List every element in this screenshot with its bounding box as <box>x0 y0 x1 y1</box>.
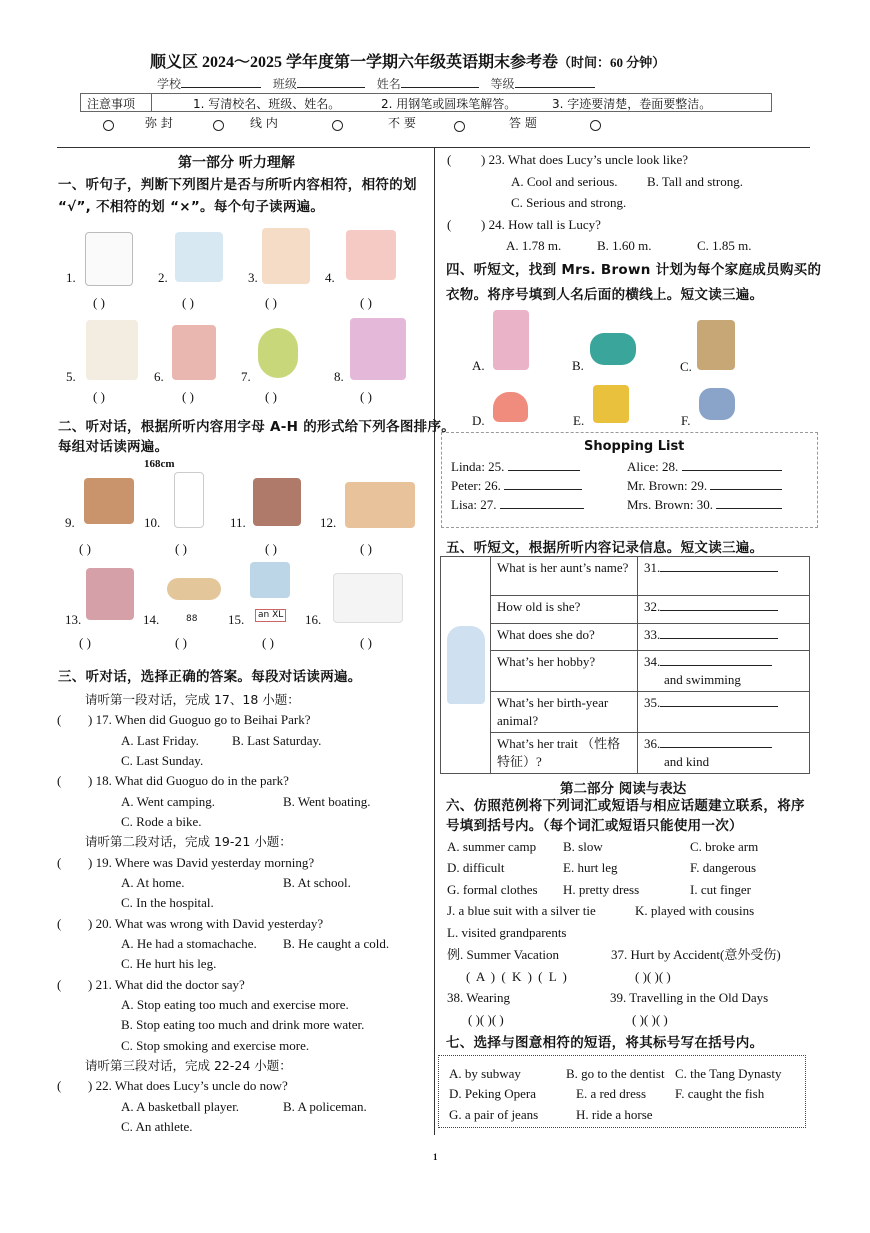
great-wall-image <box>253 478 301 526</box>
table-row <box>441 557 810 596</box>
question-21 <box>57 976 245 994</box>
answer-number: 34. <box>644 654 661 669</box>
option: A. Cool and serious. <box>511 174 618 189</box>
question-cell: How old is she? <box>491 596 638 624</box>
seal-text: 不 要 <box>388 116 416 130</box>
word-option: D. difficult <box>447 860 505 875</box>
list-label: Mrs. Brown: 30. <box>627 497 713 512</box>
table-row <box>441 651 810 692</box>
item-number: 2. <box>158 270 168 285</box>
pajamas-image <box>493 310 529 370</box>
answer-cell[interactable] <box>638 733 810 774</box>
answer-blank[interactable]: ( <box>57 916 62 931</box>
section1-heading: 一、听句子，判断下列图片是否与所听内容相符，相符的划 <box>58 177 417 193</box>
answer-blank[interactable]: ( ) <box>182 389 194 404</box>
question-text: ) 21. What did the doctor say? <box>88 977 245 992</box>
list-item <box>451 496 584 514</box>
notice-item: 2. 用钢笔或圆珠笔解答。 <box>381 97 517 111</box>
item-label: A. <box>472 358 485 373</box>
item-number: 13. <box>65 612 82 627</box>
question-20 <box>57 915 323 933</box>
answer-blank[interactable]: ( ) <box>360 295 372 310</box>
option: C. Rode a bike. <box>121 814 202 829</box>
school-label: 学校 <box>157 77 182 91</box>
tie-image <box>699 388 735 420</box>
option: B. Tall and strong. <box>647 174 743 189</box>
item-label: F. <box>681 413 691 428</box>
item-label: B. <box>572 358 584 373</box>
answer-line[interactable] <box>508 459 580 471</box>
seal-circle <box>332 120 343 131</box>
airplane-image <box>175 232 223 282</box>
option: A. Stop eating too much and exercise more. <box>121 997 349 1012</box>
hat-image <box>493 392 528 422</box>
option: A. 1.78 m. <box>506 238 562 253</box>
answer-line[interactable] <box>660 654 772 666</box>
name-field[interactable] <box>401 76 479 88</box>
question-cell: What does she do? <box>491 624 638 651</box>
option: C. In the hospital. <box>121 895 214 910</box>
answer-blank[interactable]: ( ) <box>182 295 194 310</box>
list-item <box>451 477 582 495</box>
yellow-jacket-image <box>593 385 629 423</box>
answer-blank[interactable]: ( ) <box>265 389 277 404</box>
item-number: 9. <box>65 515 75 530</box>
answer-blanks-37[interactable]: ( )( )( ) <box>635 969 671 984</box>
answer-line[interactable] <box>660 695 778 707</box>
dialogue-intro: 请听第二段对话，完成 19-21 小题： <box>85 834 292 849</box>
exam-title <box>150 53 665 73</box>
grade-field[interactable] <box>515 76 595 88</box>
section1-heading: “√”, 不相符的划 “×”。每个句子读两遍。 <box>58 199 325 215</box>
option: C. An athlete. <box>121 1119 193 1134</box>
section6-heading: 六、仿照范例将下列词汇或短语与相应话题建立联系，将序 <box>446 798 805 814</box>
list-item <box>627 458 782 476</box>
answer-cell[interactable] <box>638 692 810 733</box>
item-number: 10. <box>144 515 161 530</box>
swallows-drawing-image <box>333 573 403 623</box>
notice-divider <box>151 94 152 111</box>
answer-blanks-39[interactable]: ( )( )( ) <box>632 1012 668 1027</box>
question-24 <box>447 216 601 234</box>
answer-blank[interactable]: ( <box>447 217 452 232</box>
size-label: an XL <box>255 609 286 622</box>
item-number: 15. <box>228 612 245 627</box>
topic-39: 39. Travelling in the Old Days <box>610 990 769 1005</box>
question-19 <box>57 854 314 872</box>
phrase-option: C. the Tang Dynasty <box>675 1066 782 1081</box>
answer-blank[interactable]: ( <box>57 977 62 992</box>
item-number: 7. <box>241 369 251 384</box>
option: B. He caught a cold. <box>283 936 390 951</box>
answer-line[interactable] <box>660 736 772 748</box>
option: A. Last Friday. <box>121 733 199 748</box>
dialogue-intro: 请听第一段对话，完成 17、18 小题： <box>85 692 300 707</box>
answer-line[interactable] <box>660 627 778 639</box>
question-17 <box>57 711 311 729</box>
answer-number: 31. <box>644 560 661 575</box>
question-text: ) 18. What did Guoguo do in the park? <box>88 773 289 788</box>
question-cell: What’s her birth-year animal? <box>491 692 638 733</box>
phrase-options-box <box>438 1055 806 1128</box>
word-option: A. summer camp <box>447 839 537 854</box>
answer-blank[interactable]: ( ) <box>360 389 372 404</box>
answer-blank[interactable]: ( ) <box>175 541 187 556</box>
part1-title: 第一部分 听力理解 <box>178 155 295 171</box>
answer-blank[interactable]: ( <box>57 712 62 727</box>
phrase-option: E. a red dress <box>576 1086 647 1101</box>
girl-picnic-image <box>346 230 396 280</box>
coat-image <box>697 320 735 370</box>
word-option: L. visited grandparents <box>447 925 567 940</box>
question-text: ) 22. What does Lucy’s uncle do now? <box>88 1078 288 1093</box>
question-23 <box>447 151 688 169</box>
answer-blank[interactable]: ( ) <box>265 295 277 310</box>
table-row <box>441 596 810 624</box>
school-field[interactable] <box>181 76 261 88</box>
seal-circle <box>213 120 224 131</box>
answer-blanks-38[interactable]: ( )( )( ) <box>468 1012 504 1027</box>
medal-number: 88 <box>186 614 198 624</box>
section4-heading: 衣物。将序号填到人名后面的横线上。短文读三遍。 <box>446 287 764 303</box>
time-text: （时间：60 分钟） <box>558 55 666 70</box>
item-number: 5. <box>66 369 76 384</box>
answer-line[interactable] <box>682 459 782 471</box>
answer-blank[interactable]: ( <box>57 855 62 870</box>
list-label: Peter: 26. <box>451 478 501 493</box>
girl-dress-image <box>350 318 406 380</box>
answer-blank[interactable]: ( ) <box>93 295 105 310</box>
answer-cell[interactable] <box>638 596 810 624</box>
pajamas-image <box>172 325 216 380</box>
notice-item: 1. 写清校名、班级、姓名。 <box>193 97 341 111</box>
word-option: E. hurt leg <box>563 860 618 875</box>
seal-circle <box>590 120 601 131</box>
class-field[interactable] <box>297 76 365 88</box>
question-text: ) 19. Where was David yesterday morning? <box>88 855 315 870</box>
aunt-picture-cell <box>441 557 491 774</box>
answer-blank[interactable]: ( ) <box>79 635 91 650</box>
option: C. Serious and strong. <box>511 195 627 210</box>
girl-washing-image <box>86 568 134 620</box>
answer-cell[interactable] <box>638 557 810 596</box>
option: C. 1.85 m. <box>697 238 752 253</box>
option: B. Last Saturday. <box>232 733 322 748</box>
answer-blank[interactable]: ( <box>57 1078 62 1093</box>
answer-line[interactable] <box>710 478 782 490</box>
notice-item: 3. 字迹要清楚，卷面要整洁。 <box>552 97 712 111</box>
word-option: C. broke arm <box>690 839 759 854</box>
word-option: B. slow <box>563 839 603 854</box>
park-scene-image <box>345 482 415 528</box>
aunt-image <box>447 626 485 704</box>
word-option: G. formal clothes <box>447 882 538 897</box>
question-cell: What’s her trait （性格特征）? <box>491 733 638 774</box>
answer-blank[interactable]: ( ) <box>265 541 277 556</box>
answer-suffix: and kind <box>664 754 710 769</box>
sneakers-image <box>590 333 636 365</box>
question-text: ) 23. What does Lucy’s uncle look like? <box>481 152 688 167</box>
option: A. He had a stomachache. <box>121 936 257 951</box>
page-number: 1 <box>433 1152 438 1162</box>
list-label: Linda: 25. <box>451 459 505 474</box>
seal-circle <box>103 120 114 131</box>
question-cell: What is her aunt’s name? <box>491 557 638 596</box>
option: B. Went boating. <box>283 794 371 809</box>
girl-with-teddy-image <box>262 228 310 284</box>
answer-number: 33. <box>644 627 661 642</box>
shopping-list-box <box>441 432 818 528</box>
table-row <box>441 624 810 651</box>
word-option: J. a blue suit with a silver tie <box>447 903 596 918</box>
answer-blank[interactable]: ( <box>57 773 62 788</box>
section3-heading: 三、听对话，选择正确的答案。每段对话读两遍。 <box>58 669 362 685</box>
phrase-option: H. ride a horse <box>576 1107 653 1122</box>
item-label: D. <box>472 413 485 428</box>
seal-text: 答 题 <box>509 116 537 130</box>
list-label: Mr. Brown: 29. <box>627 478 708 493</box>
answer-number: 36. <box>644 736 661 751</box>
word-option: F. dangerous <box>690 860 757 875</box>
item-number: 8. <box>334 369 344 384</box>
word-option: H. pretty dress <box>563 882 640 897</box>
topic-38: 38. Wearing <box>447 990 510 1005</box>
question-text: ) 17. When did Guoguo go to Beihai Park? <box>88 712 311 727</box>
option: C. Stop smoking and exercise more. <box>121 1038 310 1053</box>
phrase-option: G. a pair of jeans <box>449 1107 539 1122</box>
item-number: 12. <box>320 515 337 530</box>
section2-heading: 二、听对话，根据所听内容用字母 A-H 的形式给下列各图排序。 <box>58 419 456 435</box>
shopping-list-title: Shopping List <box>584 439 685 454</box>
answer-line[interactable] <box>504 478 582 490</box>
student-info-row <box>157 75 595 93</box>
answer-blank[interactable]: ( ) <box>79 541 91 556</box>
answer-line[interactable] <box>500 497 584 509</box>
list-label: Alice: 28. <box>627 459 679 474</box>
list-item <box>451 458 580 476</box>
section7-heading: 七、选择与图意相符的短语，将其标号写在括号内。 <box>446 1035 764 1051</box>
option: B. Stop eating too much and drink more water. <box>121 1017 365 1032</box>
option: B. At school. <box>283 875 351 890</box>
shop-counter-image <box>84 478 134 524</box>
phrase-option: F. caught the fish <box>675 1086 765 1101</box>
snake-image <box>258 328 298 378</box>
section6-heading: 号填到括号内。（每个词汇或短语只能使用一次） <box>446 818 743 834</box>
topic-37: 37. Hurt by Accident(意外受伤) <box>611 947 781 962</box>
grade-label: 等级 <box>490 77 515 91</box>
sydney-olympics-logo-image <box>86 320 138 380</box>
title-text: 顺义区 2024～2025 学年度第一学期六年级英语期末参考卷 <box>150 54 559 71</box>
answer-line[interactable] <box>716 497 782 509</box>
question-text: ) 24. How tall is Lucy? <box>481 217 601 232</box>
section4-heading: 四、听短文，找到 Mrs. Brown 计划为每个家庭成员购买的 <box>446 262 822 278</box>
item-number: 1. <box>66 270 76 285</box>
option: C. He hurt his leg. <box>121 956 217 971</box>
answer-blank[interactable]: ( ) <box>93 389 105 404</box>
info-table <box>440 556 810 774</box>
section2-heading: 每组对话读两遍。 <box>58 439 169 455</box>
height-label: 168cm <box>144 458 175 470</box>
dialogue-intro: 请听第三段对话，完成 22-24 小题： <box>85 1058 292 1073</box>
question-22 <box>57 1077 288 1095</box>
answer-cell[interactable] <box>638 651 810 692</box>
answer-line[interactable] <box>660 599 778 611</box>
option: A. A basketball player. <box>121 1099 240 1114</box>
table-row <box>441 733 810 774</box>
phrase-option: A. by subway <box>449 1066 521 1081</box>
seal-circle <box>454 121 465 132</box>
option: A. Went camping. <box>121 794 216 809</box>
phrase-option: B. go to the dentist <box>566 1066 665 1081</box>
item-number: 3. <box>248 270 258 285</box>
section5-heading: 五、听短文，根据所听内容记录信息。短文读三遍。 <box>446 540 764 556</box>
answer-suffix: and swimming <box>664 672 741 687</box>
option: C. Last Sunday. <box>121 753 204 768</box>
answer-blank[interactable]: ( ) <box>175 635 187 650</box>
answer-number: 32. <box>644 599 661 614</box>
word-option: I. cut finger <box>690 882 752 897</box>
example-topic: 例. Summer Vacation <box>447 947 560 962</box>
option: B. 1.60 m. <box>597 238 652 253</box>
answer-line[interactable] <box>660 560 778 572</box>
item-number: 11. <box>230 515 246 530</box>
family-drawing-image <box>85 232 133 286</box>
item-number: 14. <box>143 612 160 627</box>
answer-blank[interactable]: ( ) <box>262 635 274 650</box>
example-answer: ( A ) ( K ) ( L ) <box>466 969 567 984</box>
class-label: 班级 <box>272 77 297 91</box>
answer-number: 35. <box>644 695 661 710</box>
answer-blank[interactable]: ( <box>447 152 452 167</box>
item-number: 16. <box>305 612 322 627</box>
question-cell: What’s her hobby? <box>491 651 638 692</box>
item-number: 4. <box>325 270 335 285</box>
answer-cell[interactable] <box>638 624 810 651</box>
phrase-option: D. Peking Opera <box>449 1086 537 1101</box>
item-number: 6. <box>154 369 164 384</box>
notice-label: 注意事项 <box>87 97 136 111</box>
part2-title: 第二部分 阅读与表达 <box>560 781 687 797</box>
question-text: ) 20. What was wrong with David yesterday? <box>88 916 324 931</box>
name-label: 姓名 <box>376 77 401 91</box>
answer-blank[interactable]: ( ) <box>360 635 372 650</box>
table-row <box>441 692 810 733</box>
item-label: C. <box>680 359 692 374</box>
list-item <box>627 496 782 514</box>
notice-box <box>80 93 772 112</box>
answer-blank[interactable]: ( ) <box>360 541 372 556</box>
seal-text: 线 内 <box>250 116 278 130</box>
question-18 <box>57 772 289 790</box>
tall-girl-image <box>174 472 204 528</box>
column-divider <box>434 147 435 1135</box>
jacket-image <box>250 562 290 598</box>
option: A. At home. <box>121 875 185 890</box>
option: B. A policeman. <box>283 1099 367 1114</box>
medals-image <box>167 578 221 600</box>
item-label: E. <box>573 413 585 428</box>
list-label: Lisa: 27. <box>451 497 497 512</box>
seal-text: 弥 封 <box>145 116 173 130</box>
word-option: K. played with cousins <box>635 903 755 918</box>
list-item <box>627 477 782 495</box>
